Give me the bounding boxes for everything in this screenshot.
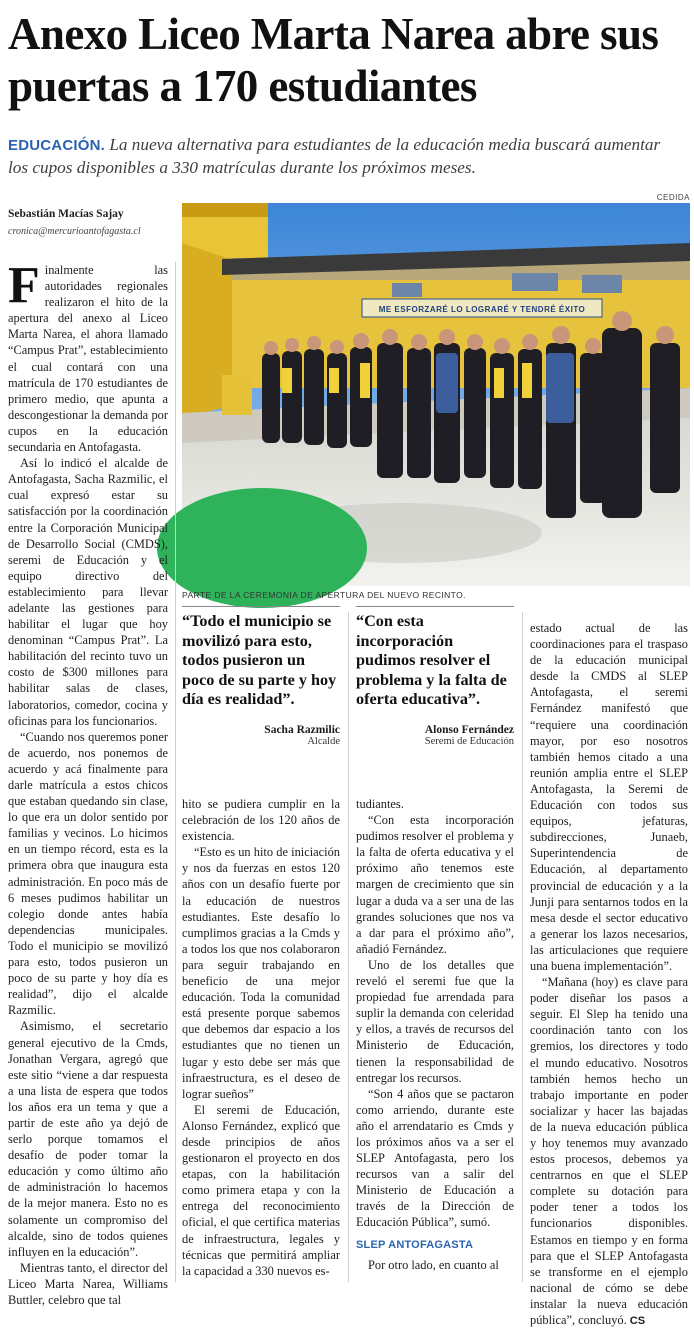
byline xyxy=(8,207,176,239)
pull-quote-name: Sacha Razmilic xyxy=(264,723,340,736)
body-paragraph: estado actual de las coordinaciones para el traspaso de la educación municipal desde la CMDS al SLEP Antofagasta, el seremi Fernández manifestó que “requiere una coordinación mayor, por eso nosotros también hemos citado a una reunión amplia entre el SLEP Antofagasta, la Seremi de Educación con todos sus equipos, jefaturas, subdirecciones, Junaeb, Superintendencia de Educación, al departamento provincial de educación y a la Junji para sentarnos todos en la mesa desde el sector educativo a generar los lazos necesarios, las articulaciones que requiere una buena implementación”. xyxy=(530,621,688,973)
body-paragraph: Por otro lado, en cuanto al xyxy=(368,1257,499,1272)
body-paragraph: “Con esta incorporación pudimos resolver el problema y la falta de oferta educativa y el próximo año tenemos este margen de crecimiento que sin lugar a duda va a ser una de las grandes soluciones que nos va a dar para el próximo año”, añadió Fernández. xyxy=(356,813,514,956)
column-divider xyxy=(175,262,176,1282)
body-paragraph: hito se pudiera cumplir en la celebración de los 120 años de existencia. xyxy=(182,797,340,844)
pull-quote-text: “Con esta incorporación pudimos resolver el problema y la falta de oferta educativa”. xyxy=(356,612,507,708)
author-initials-endmark: CS xyxy=(629,1315,646,1328)
photo-caption: PARTE DE LA CEREMONIA DE APERTURA DEL NUEVO RECINTO. xyxy=(182,590,466,600)
closing-text: “Mañana (hoy) es clave para poder diseñar los pasos a seguir. El Slep ha tenido una coordinación tanto con los gremios, los directores y todo el mundo educativo. Nosotros también hemos hecho un trabajo importante en poder socializar y hacer las bajadas de la nueva educación pública y hoy tenemos muy avanzado estos procesos, debemos ya centrarnos en que el SLEP complete su dotación para poder tener a todos los funcionarios disponibles. Estamos en tiempo y en forma para que el SLEP Antofagasta se transforme en el ejemplo nacional de cómo se debe instalar la nueva educación pública”, concluyó. xyxy=(530,975,688,1328)
column-divider xyxy=(348,612,349,1282)
body-paragraph: Así lo indicó el alcalde de Antofagasta, Sacha Razmilic, el cual expresó estar su satisfacción por la coordinación entre la Corporación Municipal de Desarrollo Social (CMDS), seremi de Educación y el equipo directivo del establecimiento para llevar adelante las gestiones para habilitar el lugar que hoy denominan “Campus Prat”. La habilitación del recinto tuvo un costo de $300 millones para habilitar salas de clases, laboratorios, comedor, cocina y oficinas para los funcionarios. xyxy=(8,456,168,728)
body-paragraph: El seremi de Educación, Alonso Fernández, explicó que desde principios de años gestionaron el proyecto en dos etapas, con la habilitación como primera etapa y con la entrega del reconocimiento oficial, el que certifica materias de infraestructura, legales y técnicas que permitirá ampliar la capacidad a 330 nuevos es- xyxy=(182,1102,340,1278)
author-email: cronica@mercurioantofagasta.cl xyxy=(8,226,141,237)
ceremony-photo xyxy=(182,203,690,586)
body-paragraph: “Esto es un hito de iniciación y nos da fuerzas en estos 120 años con un desafío fuerte por la educación de nuestros estudiantes. Este desafío lo cumplimos gracias a la Cmds y a todos los que nos colaboraron para seguir trabajando en beneficio de una mejor educación. Toda la comunidad está presente porque sabemos que debemos dar espacio a los estudiantes que no tienen un lugar y esto debe ser más que infraestructura, es el deseo de lograr sueños” xyxy=(182,845,340,1101)
pull-quote-mayor xyxy=(182,612,340,747)
article-column-3 xyxy=(356,796,514,1273)
pull-quote-name: Alonso Fernández xyxy=(424,723,514,736)
lead-text: inalmente las autoridades regionales realizaron el hito de la apertura del anexo al Liceo Marta Narea, el ahora llamado “Campus Prat”, establecimiento el cual contará con una matrícula de 170 estudiantes de primero medio, que apunta a descongestionar la demanda por cupos en la educación secundaria en Antofagasta. xyxy=(8,263,168,455)
pull-quote-seremi xyxy=(356,612,514,747)
photo-credit: CEDIDA xyxy=(656,193,690,202)
body-paragraph xyxy=(530,974,688,1329)
quote-rule xyxy=(356,606,514,607)
column-divider xyxy=(522,612,523,1282)
lead-paragraph xyxy=(8,257,168,455)
article-column-1 xyxy=(8,257,168,1308)
pull-quote-role: Alcalde xyxy=(307,735,340,747)
body-paragraph: Uno de los detalles que reveló el seremi fue que la propiedad fue arrendada para suplir la demanda con celeridad y ellos, a través de recursos del Ministerio de Educación, tienen la responsabilidad de entregar los recursos. xyxy=(356,957,514,1085)
article-column-2 xyxy=(182,796,340,1279)
pull-quote-text: “Todo el municipio se movilizó para esto, todos pusieron un poco de su parte y hoy día es realidad”. xyxy=(182,612,337,708)
deck-text: La nueva alternativa para estudiantes de la educación media buscará aumentar los cupos disponibles a 330 matrículas durante los próximos meses. xyxy=(8,135,661,177)
drop-cap: F xyxy=(8,257,40,314)
body-paragraph: tudiantes. xyxy=(356,797,404,811)
section-kicker: EDUCACIÓN. xyxy=(8,137,106,154)
deck xyxy=(8,134,684,179)
article-column-4 xyxy=(530,620,688,1329)
quote-rule xyxy=(182,606,340,607)
body-paragraph: “Son 4 años que se pactaron como arriendo, durante este año el arrendatario es Cmds y los próximos años va a ser el SLEP Antofagasta, pero los recursos van a salir del Ministerio de Educación a través de la Dirección de Educación Pública”, sumó. xyxy=(356,1086,514,1230)
school-banner-text: ME ESFORZARÉ LO LOGRARÉ Y TENDRÉ ÉXITO xyxy=(378,305,586,314)
author-name: Sebastián Macías Sajay xyxy=(8,208,124,220)
body-paragraph: “Cuando nos queremos poner de acuerdo, nos ponemos de acuerdo y acá finalmente para darle matrícula a estos chicos que estaban quedando sin clase, lo que era un dolor sentido por familias y vecinos. Lo hicimos en un tiempo récord, esta es la primera obra que inaugura esta administración. En poco más de 6 meses pudimos habilitar un colegio donde antes había dependencias municipales. Todo el municipio se movilizó para esto, todos pusieron un poco de su parte y hoy día es realidad”, dijo el alcalde Razmilic. xyxy=(8,729,168,1018)
pull-quote-role: Seremi de Educación xyxy=(424,735,514,747)
section-subhead: SLEP ANTOFAGASTA xyxy=(356,1238,474,1251)
body-paragraph: Mientras tanto, el director del Liceo Marta Narea, Williams Buttler, celebro que tal xyxy=(8,1260,168,1307)
body-paragraph: Asimismo, el secretario general ejecutivo de la Cmds, Jonathan Vergara, agregó que este sitio “viene a dar respuesta a una lista de espera que todos los años era un tema y que a partir de este año ya dejó de serlo porque tomamos el desafío de poder tomar la educación y como último año de administración lo hacemos de la mejor manera. Esto no es solamente un compromiso del alcalde, sino de todos quienes influyen en la educación”. xyxy=(8,1019,168,1259)
headline: Anexo Liceo Marta Narea abre sus puertas a 170 estudiantes xyxy=(8,9,659,111)
